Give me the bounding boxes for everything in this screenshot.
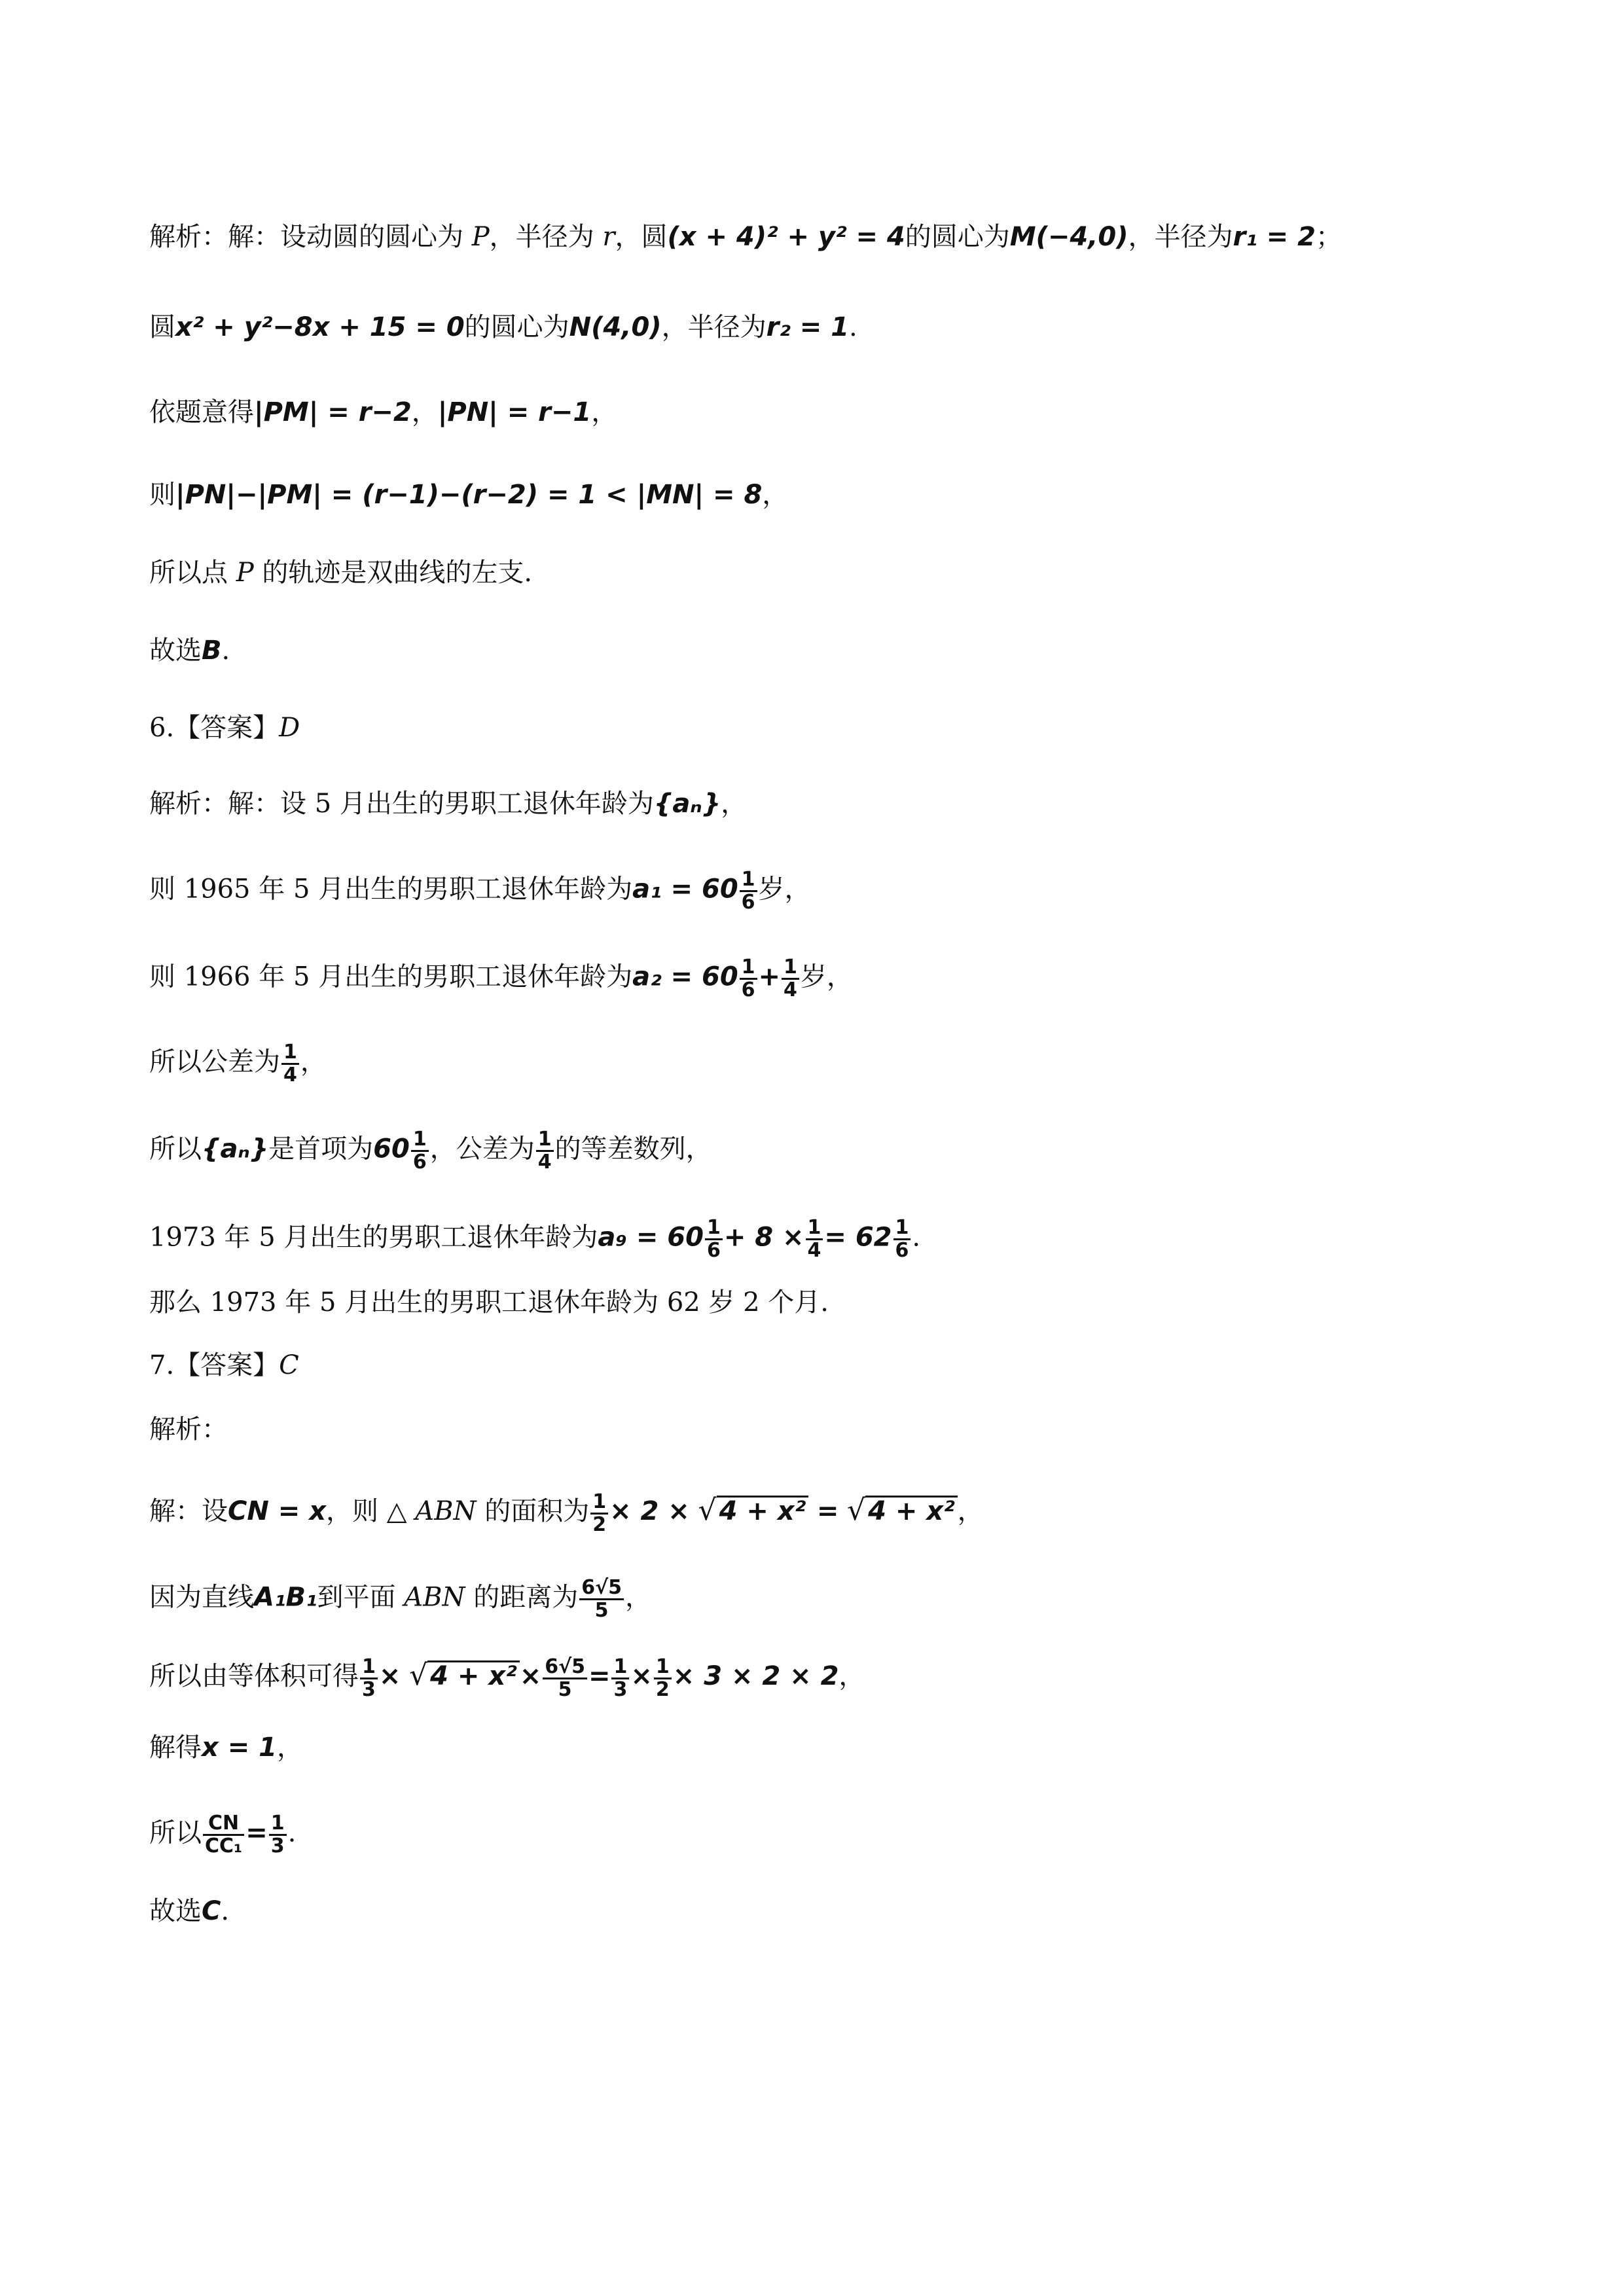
formula-r1: r₁ = 2 — [1233, 222, 1316, 252]
text: 7.【答案】 — [149, 1350, 280, 1380]
solution-line-8 — [149, 784, 747, 823]
answer-letter: D — [279, 713, 300, 743]
text: . — [221, 1896, 230, 1926]
formula-center-n: N(4,0) — [569, 312, 662, 342]
text: 是首项为 — [268, 1134, 374, 1164]
text: 解析：解：设 5 月出生的男职工退休年龄为 — [149, 789, 654, 819]
formula-first-term: 60 — [373, 1134, 410, 1164]
solution-line-16 — [149, 1410, 228, 1449]
solution-line-11 — [149, 1042, 327, 1086]
solution-line-19 — [149, 1656, 865, 1700]
fraction: $\frac{1}{3}$ — [269, 1813, 287, 1857]
solution-line-20 — [149, 1728, 303, 1767]
var-p: P — [236, 558, 254, 588]
text: 到平面 — [317, 1582, 405, 1613]
formula-equals: = — [245, 1818, 268, 1848]
solution-line-1 — [149, 217, 1342, 257]
solution-line-6 — [149, 631, 230, 670]
sqrt-radicand: 4 + x² — [427, 1660, 520, 1690]
formula-times: × — [519, 1661, 542, 1691]
text: ， — [277, 1732, 303, 1763]
answer-heading-6 — [149, 708, 300, 747]
text: 的等差数列， — [554, 1134, 712, 1164]
sqrt-sign: √ — [847, 1494, 866, 1527]
text: 1973 年 5 月出生的男职工退休年龄为 — [149, 1222, 598, 1253]
text: 圆 — [149, 312, 175, 342]
formula-a1b1: A₁B₁ — [254, 1582, 317, 1613]
fraction: $\frac{1}{6}$ — [740, 957, 757, 1001]
text: 则 1965 年 5 月出生的男职工退休年龄为 — [149, 874, 633, 905]
text: 岁， — [800, 961, 853, 992]
text: 岁， — [758, 874, 811, 905]
text: ，公差为 — [429, 1134, 535, 1164]
solution-line-18 — [149, 1577, 651, 1621]
text: ， — [839, 1661, 865, 1691]
formula-a9: a₉ = 60 — [598, 1222, 704, 1253]
text: ， — [411, 397, 438, 427]
formula-times: × 2 × — [609, 1496, 690, 1526]
fraction: $\frac{1}{6}$ — [705, 1217, 723, 1261]
solution-line-10 — [149, 957, 853, 1001]
formula-circle-1: (x + 4)² + y² = 4 — [667, 222, 905, 252]
solution-line-17 — [149, 1491, 984, 1535]
formula-sequence: {aₙ} — [202, 1134, 269, 1164]
text: ， — [624, 1582, 651, 1613]
var-abn: ABN — [415, 1496, 477, 1526]
fraction: $\frac{1}{4}$ — [782, 957, 799, 1001]
text: . — [287, 1818, 297, 1848]
formula-center-m: M(−4,0) — [1009, 222, 1128, 252]
text: 解：设 — [149, 1496, 228, 1526]
formula-equals: = — [588, 1661, 611, 1691]
text: ， — [721, 789, 748, 819]
fraction: $\frac{6√5}{5}$ — [579, 1577, 624, 1621]
sqrt-sign: √ — [698, 1494, 717, 1527]
formula-times: × — [378, 1661, 401, 1691]
solution-line-9 — [149, 869, 811, 913]
fraction: $\frac{1}{4}$ — [536, 1129, 554, 1173]
solution-line-13 — [149, 1217, 920, 1261]
formula-times: × — [630, 1661, 653, 1691]
text: 的圆心为 — [464, 312, 569, 342]
formula-a1: a₁ = 60 — [632, 874, 738, 905]
text: 那么 1973 年 5 月出生的男职工退休年龄为 62 岁 2 个月. — [149, 1287, 829, 1318]
fraction: $\frac{1}{4}$ — [281, 1042, 299, 1086]
text: ，圆 — [615, 222, 668, 252]
formula-pm: |PM| = r−2 — [254, 397, 412, 427]
var-abn: ABN — [404, 1582, 465, 1613]
text: 所以 — [149, 1818, 202, 1848]
choice-b: B — [202, 636, 222, 666]
solution-line-12 — [149, 1129, 712, 1173]
text: 6.【答案】 — [149, 713, 280, 743]
solution-line-4 — [149, 475, 788, 514]
text: 的面积为 — [476, 1496, 590, 1526]
text: 故选 — [149, 636, 202, 666]
formula-cn: CN = x — [228, 1496, 326, 1526]
solution-line-14 — [149, 1283, 829, 1322]
answer-heading-7 — [149, 1346, 299, 1385]
solution-line-21 — [149, 1813, 296, 1857]
fraction: $\frac{CN}{\text{CC₁}}$ — [203, 1813, 244, 1857]
text: 的圆心为 — [905, 222, 1010, 252]
fraction: $\frac{6√5}{5}$ — [543, 1657, 587, 1700]
sqrt-radicand: 4 + x² — [717, 1496, 809, 1525]
text: ； — [1315, 222, 1342, 252]
fraction: $\frac{1}{2}$ — [590, 1492, 608, 1535]
formula-result: = 62 — [824, 1222, 892, 1253]
text: ， — [762, 480, 789, 510]
text: 解析：解：设动圆的圆心为 — [149, 222, 472, 252]
text: ， — [300, 1047, 327, 1077]
sqrt-sign: √ — [409, 1659, 428, 1692]
var-p: P — [471, 222, 490, 252]
text: 故选 — [149, 1896, 202, 1926]
solution-line-2 — [149, 308, 857, 347]
fraction: $\frac{1}{2}$ — [654, 1657, 672, 1700]
fraction: $\frac{1}{6}$ — [893, 1217, 911, 1261]
choice-c: C — [202, 1896, 221, 1926]
text: 所以公差为 — [149, 1047, 280, 1077]
text: ， — [591, 397, 618, 427]
text: ，半径为 — [1128, 222, 1233, 252]
formula-a2: a₂ = 60 — [632, 961, 738, 992]
text: 的轨迹是双曲线的左支. — [253, 558, 533, 588]
formula-times: + 8 × — [723, 1222, 804, 1253]
fraction: $\frac{1}{6}$ — [740, 869, 757, 913]
text: ，则 △ — [326, 1496, 416, 1526]
text: . — [912, 1222, 921, 1253]
formula-product: × 3 × 2 × 2 — [672, 1661, 839, 1691]
text: 所以点 — [149, 558, 236, 588]
text: 则 1966 年 5 月出生的男职工退休年龄为 — [149, 961, 633, 992]
solution-line-22 — [149, 1892, 229, 1931]
formula-r2: r₂ = 1 — [766, 312, 850, 342]
formula-plus: + — [758, 961, 781, 992]
text: 依题意得 — [149, 397, 254, 427]
solution-line-3 — [149, 393, 617, 432]
formula-sequence: {aₙ} — [653, 789, 721, 819]
fraction: $\frac{1}{3}$ — [360, 1657, 378, 1700]
text: 则 — [149, 480, 175, 510]
formula-x-value: x = 1 — [202, 1732, 277, 1763]
text: ，半径为 — [661, 312, 767, 342]
fraction: $\frac{1}{4}$ — [806, 1217, 823, 1261]
formula-pn: |PN| = r−1 — [437, 397, 592, 427]
text: 因为直线 — [149, 1582, 254, 1613]
text: 解得 — [149, 1732, 202, 1763]
solution-line-5 — [149, 553, 532, 592]
text: ，半径为 — [489, 222, 603, 252]
text: 解析： — [149, 1414, 228, 1444]
sqrt-radicand: 4 + x² — [865, 1496, 958, 1525]
text: ， — [957, 1496, 984, 1526]
formula-equals: = — [816, 1496, 839, 1526]
text: 所以由等体积可得 — [149, 1661, 359, 1691]
answer-letter: C — [279, 1350, 299, 1380]
var-r: r — [602, 222, 615, 252]
fraction: $\frac{1}{3}$ — [611, 1657, 629, 1700]
text: . — [221, 636, 230, 666]
fraction: $\frac{1}{6}$ — [411, 1129, 429, 1173]
text: 的距离为 — [465, 1582, 579, 1613]
text: 所以 — [149, 1134, 202, 1164]
formula-circle-2: x² + y²−8x + 15 = 0 — [175, 312, 465, 342]
text: . — [849, 312, 857, 342]
formula-difference: |PN|−|PM| = (r−1)−(r−2) = 1 < |MN| = 8 — [175, 480, 763, 510]
